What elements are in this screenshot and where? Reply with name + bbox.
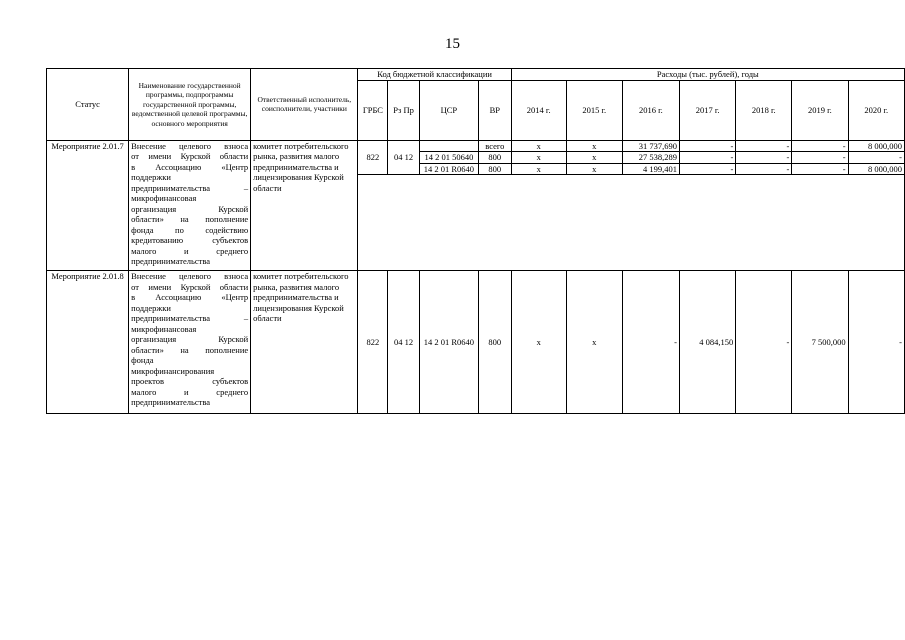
header-year-2014: 2014 г. xyxy=(511,80,566,140)
header-responsible: Ответственный исполнитель, соисполнители, участники xyxy=(251,69,358,141)
header-status: Статус xyxy=(47,69,129,141)
cell-2016: - xyxy=(622,271,679,414)
row-grbs: 822 xyxy=(358,140,388,175)
cell-2020: 8 000,000 xyxy=(848,140,904,152)
cell-csr: 14 2 01 50640 xyxy=(419,152,478,164)
cell-csr: 14 2 01 R0640 xyxy=(419,163,478,175)
cell-2019: - xyxy=(792,140,848,152)
cell-2014: х xyxy=(511,271,566,414)
cell-2016: 31 737,690 xyxy=(622,140,679,152)
cell-2017: - xyxy=(679,163,735,175)
row-rzpr: 04 12 xyxy=(388,271,420,414)
cell-2015: х xyxy=(566,140,622,152)
row-rzpr: 04 12 xyxy=(388,140,420,175)
cell-2018: - xyxy=(736,152,792,164)
row-status: Мероприятие 2.01.8 xyxy=(47,271,129,414)
cell-2019: - xyxy=(792,152,848,164)
header-budget-code: Код бюджетной классификации xyxy=(358,69,511,81)
cell-csr: 14 2 01 R0640 xyxy=(419,271,478,414)
cell-csr xyxy=(419,140,478,152)
header-csr: ЦСР xyxy=(419,80,478,140)
cell-2020: - xyxy=(848,271,904,414)
header-rzpr: Рз Пр xyxy=(388,80,420,140)
cell-2014: х xyxy=(511,163,566,175)
row-name: Внесение целевого взноса от имени Курской области в Ассоциацию «Центр поддержки предпринимательства – микрофинансовая организация Курской области» на пополнение фонда микрофинансирования проектов субъектов малого и среднего предпринимательства xyxy=(129,271,251,414)
cell-2015: х xyxy=(566,152,622,164)
cell-2019: - xyxy=(792,163,848,175)
cell-2017: 4 084,150 xyxy=(679,271,735,414)
row-blank xyxy=(358,175,905,271)
cell-2018: - xyxy=(736,271,792,414)
row-grbs: 822 xyxy=(358,271,388,414)
cell-2015: х xyxy=(566,163,622,175)
cell-2018: - xyxy=(736,163,792,175)
row-responsible: комитет потребительского рынка, развития малого предпринимательства и лицензирования Курской области xyxy=(251,271,358,414)
header-year-2017: 2017 г. xyxy=(679,80,735,140)
row-responsible: комитет потребительского рынка, развития малого предпринимательства и лицензирования Курской области xyxy=(251,140,358,271)
cell-2016: 27 538,289 xyxy=(622,152,679,164)
cell-2014: х xyxy=(511,152,566,164)
cell-2014: х xyxy=(511,140,566,152)
row-name: Внесение целевого взноса от имени Курской области в Ассоциацию «Центр поддержки предпринимательства – микрофинансовая организация Курской области» на пополнение фонда по содействию кредитованию субъектов малого и среднего предпринимательства xyxy=(129,140,251,271)
cell-2020: 8 000,000 xyxy=(848,163,904,175)
cell-2016: 4 199,401 xyxy=(622,163,679,175)
header-year-2016: 2016 г. xyxy=(622,80,679,140)
header-vr: ВР xyxy=(478,80,511,140)
cell-vr: всего xyxy=(478,140,511,152)
page-number: 15 xyxy=(445,36,460,52)
cell-vr: 800 xyxy=(478,152,511,164)
row-status: Мероприятие 2.01.7 xyxy=(47,140,129,271)
header-year-2018: 2018 г. xyxy=(736,80,792,140)
cell-vr: 800 xyxy=(478,163,511,175)
header-year-2020: 2020 г. xyxy=(848,80,904,140)
cell-2019: 7 500,000 xyxy=(792,271,848,414)
cell-vr: 800 xyxy=(478,271,511,414)
header-name: Наименование государственной программы, подпрограммы государственной программы, ведомственной целевой программы, основного мероприятия xyxy=(129,69,251,141)
header-year-2019: 2019 г. xyxy=(792,80,848,140)
budget-table xyxy=(46,68,905,414)
cell-2018: - xyxy=(736,140,792,152)
cell-2015: х xyxy=(566,271,622,414)
header-grbs: ГРБС xyxy=(358,80,388,140)
header-year-2015: 2015 г. xyxy=(566,80,622,140)
header-expenses: Расходы (тыс. рублей), годы xyxy=(511,69,904,81)
cell-2017: - xyxy=(679,140,735,152)
cell-2017: - xyxy=(679,152,735,164)
cell-2020: - xyxy=(848,152,904,164)
